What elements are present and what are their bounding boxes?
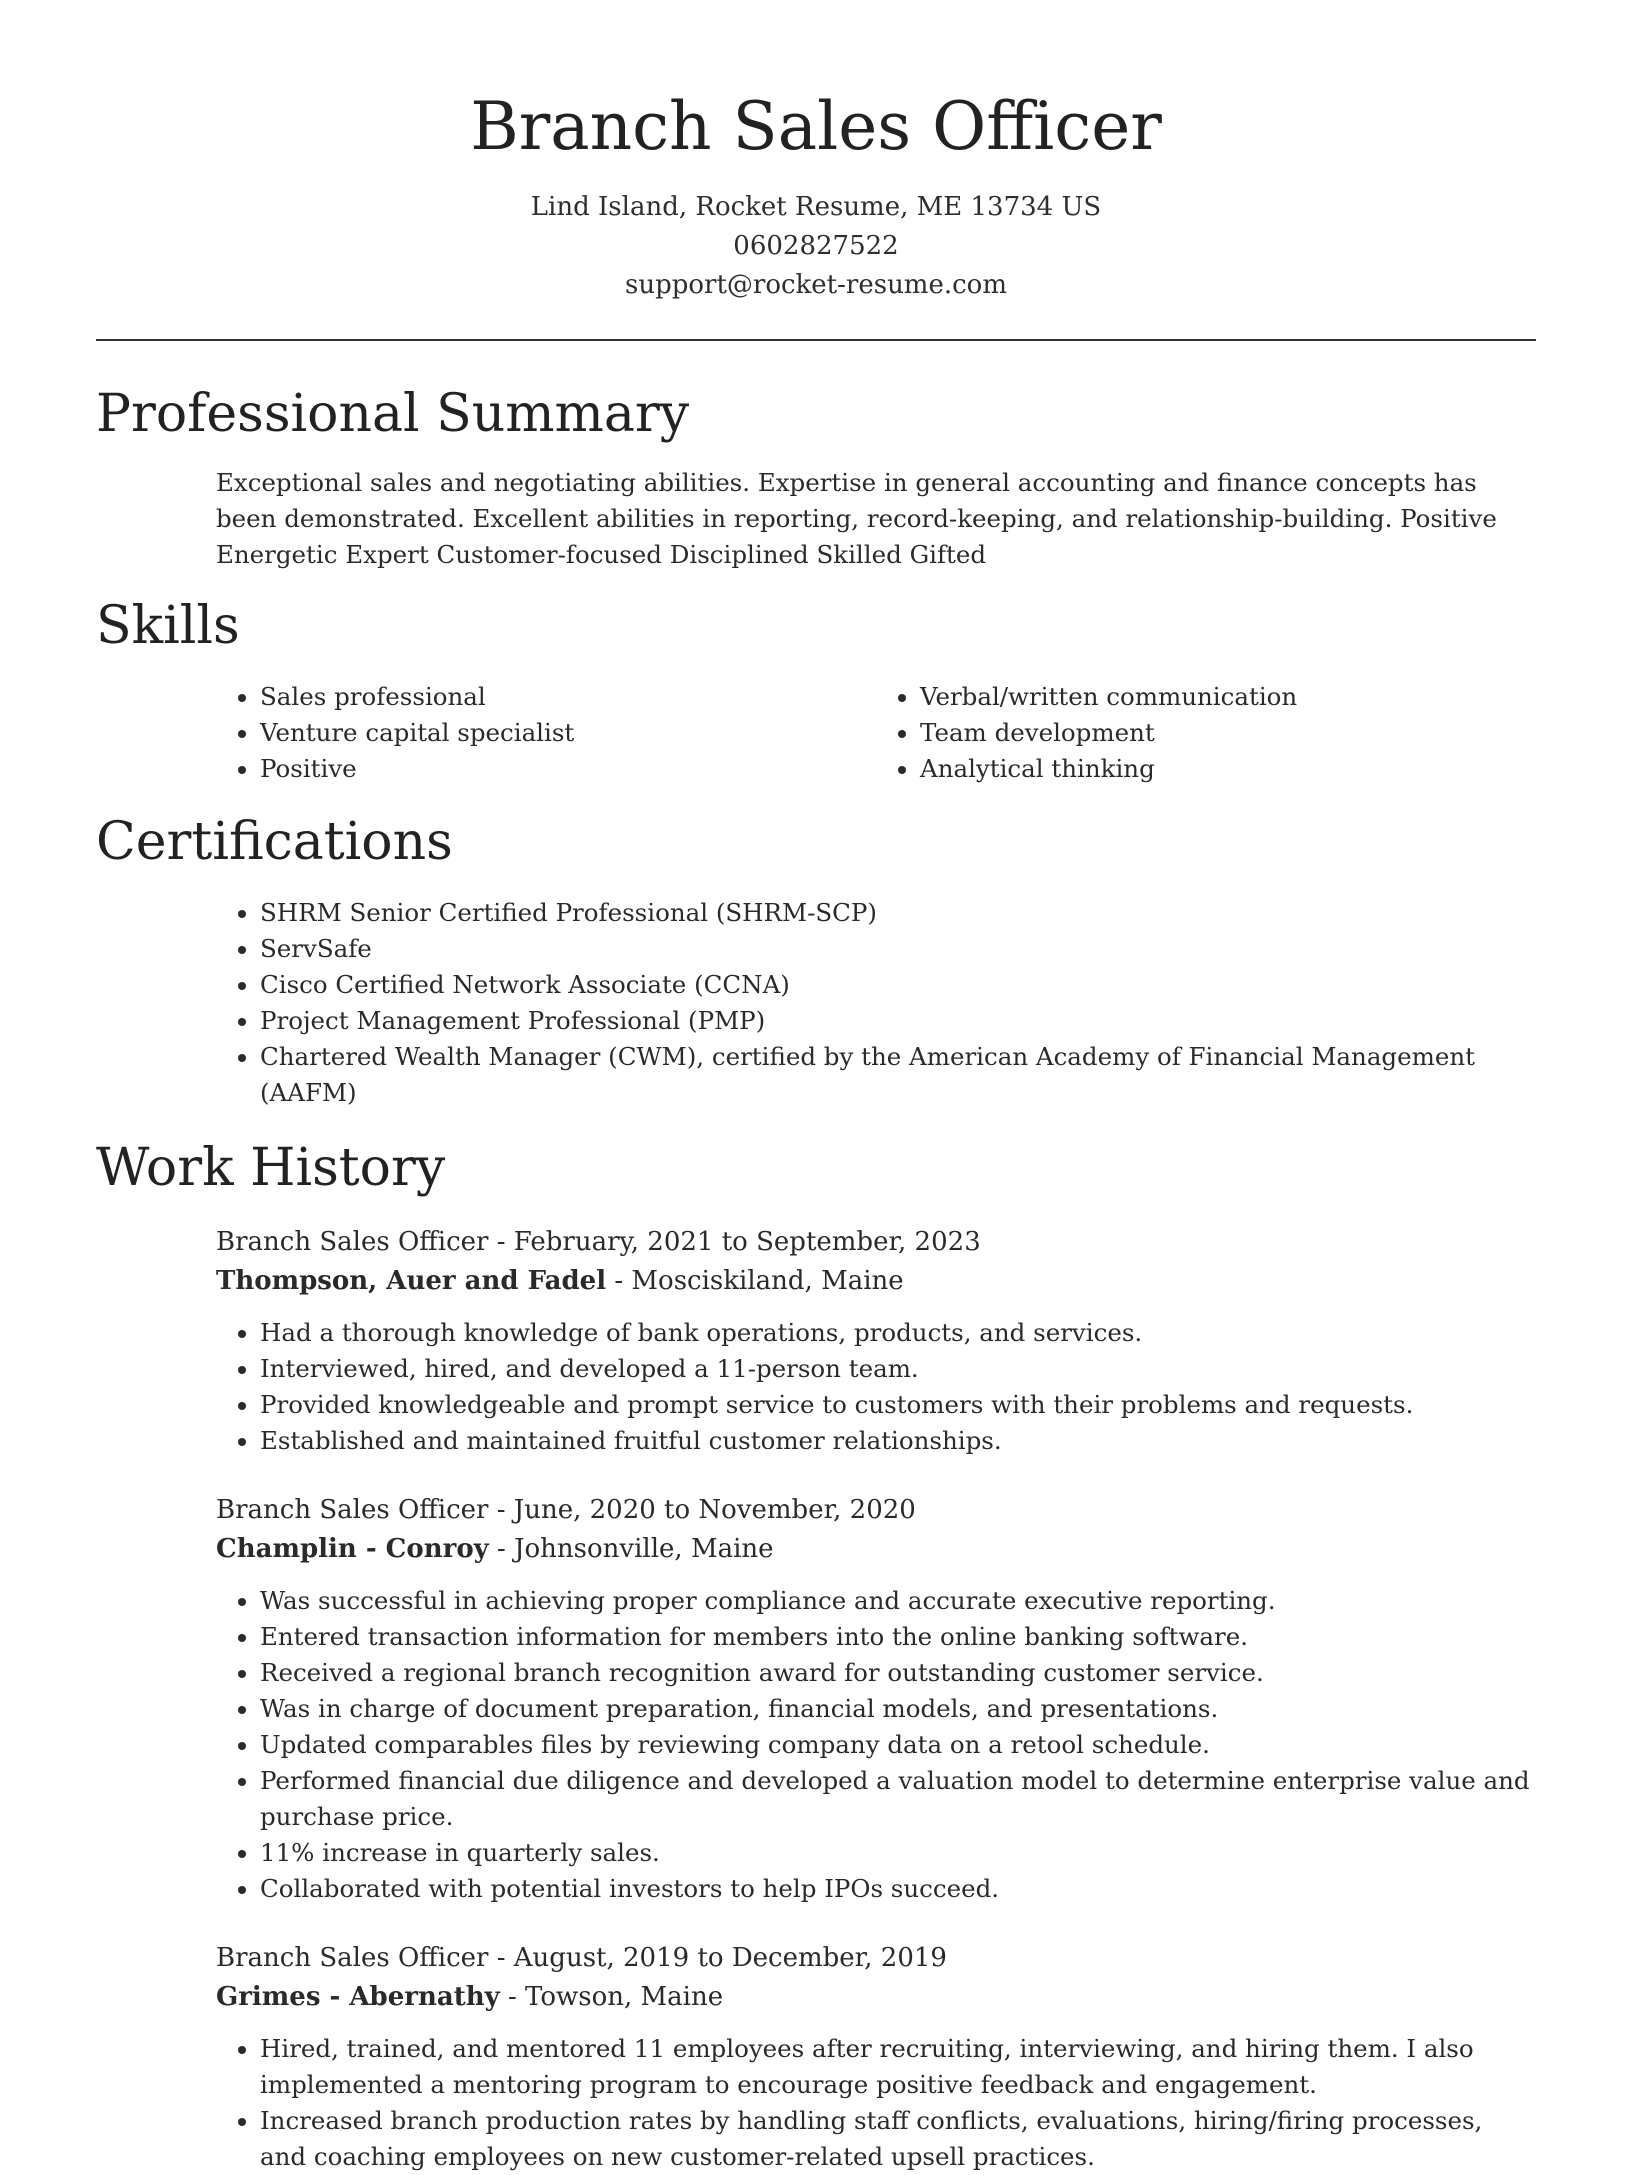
job-duty: • Was successful in achieving proper compliance and accurate executive reporting. bbox=[260, 1583, 1536, 1619]
job-duties-list bbox=[216, 2031, 1536, 2175]
skills-columns bbox=[216, 679, 1536, 787]
skill-item: • Sales professional bbox=[260, 679, 876, 715]
summary-text: Exceptional sales and negotiating abilities. Expertise in general accounting and finance concepts has been demonstrated. Excellent abilities in reporting, record-keeping, and relationship-building. Positive Energetic Expert Customer-focused Disciplined Skilled Gifted bbox=[216, 468, 1497, 569]
skills-heading: Skills bbox=[96, 596, 240, 656]
job-duty: • Was in charge of document preparation, financial models, and presentations. bbox=[260, 1691, 1536, 1727]
job-duty: • Received a regional branch recognition award for outstanding customer service. bbox=[260, 1655, 1536, 1691]
job-title-line bbox=[216, 1939, 1536, 1978]
certification-item: • Project Management Professional (PMP) bbox=[260, 1003, 1536, 1039]
job-duty: • Entered transaction information for members into the online banking software. bbox=[260, 1619, 1536, 1655]
resume-page bbox=[96, 0, 1536, 2175]
certification-item: • SHRM Senior Certified Professional (SHRM-SCP) bbox=[260, 895, 1536, 931]
job-title: Branch Sales Officer bbox=[216, 1227, 489, 1257]
job-dates: - February, 2021 to September, 2023 bbox=[488, 1227, 981, 1257]
skills-right-list bbox=[876, 679, 1536, 787]
job-entry bbox=[216, 1939, 1536, 2175]
skill-item: • Team development bbox=[920, 715, 1536, 751]
summary-heading: Professional Summary bbox=[96, 384, 690, 444]
certification-item: • Cisco Certified Network Associate (CCNA) bbox=[260, 967, 1536, 1003]
job-duty: • Established and maintained fruitful customer relationships. bbox=[260, 1423, 1536, 1459]
job-duty: • Hired, trained, and mentored 11 employees after recruiting, interviewing, and hiring them. I also implemented a mentoring program to encourage positive feedback and engagement. bbox=[260, 2031, 1536, 2103]
work-history-section bbox=[96, 1133, 1536, 2175]
job-duty: • Collaborated with potential investors to help IPOs succeed. bbox=[260, 1871, 1536, 1907]
job-entry bbox=[216, 1491, 1536, 1907]
job-company: Grimes - Abernathy bbox=[216, 1982, 500, 2012]
certification-item: • ServSafe bbox=[260, 931, 1536, 967]
job-duty: • Had a thorough knowledge of bank operations, products, and services. bbox=[260, 1315, 1536, 1351]
summary-section bbox=[96, 379, 1536, 573]
job-duty: • 11% increase in quarterly sales. bbox=[260, 1835, 1536, 1871]
job-location: - Mosciskiland, Maine bbox=[606, 1266, 904, 1296]
job-duties-list bbox=[216, 1583, 1536, 1907]
job-duty: • Updated comparables files by reviewing company data on a retool schedule. bbox=[260, 1727, 1536, 1763]
skill-item: • Verbal/written communication bbox=[920, 679, 1536, 715]
job-entry bbox=[216, 1223, 1536, 1459]
job-duty: • Increased branch production rates by handling staff conflicts, evaluations, hiring/firing processes, and coaching employees on new customer-related upsell practices. bbox=[260, 2103, 1536, 2175]
phone: 0602827522 bbox=[733, 231, 899, 261]
job-company-line bbox=[216, 1262, 1536, 1301]
skill-item: • Venture capital specialist bbox=[260, 715, 876, 751]
job-company: Champlin - Conroy bbox=[216, 1534, 489, 1564]
job-company: Thompson, Auer and Fadel bbox=[216, 1266, 607, 1296]
job-duties-list bbox=[216, 1315, 1536, 1459]
header-divider bbox=[96, 339, 1536, 341]
job-company-line bbox=[216, 1978, 1536, 2017]
skill-item: • Positive bbox=[260, 751, 876, 787]
job-duty: • Performed financial due diligence and developed a valuation model to determine enterprise value and purchase price. bbox=[260, 1763, 1536, 1835]
job-company-line bbox=[216, 1530, 1536, 1569]
certifications-section bbox=[96, 807, 1536, 1111]
candidate-title: Branch Sales Officer bbox=[470, 88, 1162, 165]
job-title-line bbox=[216, 1223, 1536, 1262]
job-duty: • Interviewed, hired, and developed a 11-person team. bbox=[260, 1351, 1536, 1387]
email: support@rocket-resume.com bbox=[624, 270, 1007, 300]
job-dates: - June, 2020 to November, 2020 bbox=[488, 1495, 916, 1525]
address: Lind Island, Rocket Resume, ME 13734 US bbox=[530, 192, 1102, 222]
job-dates: - August, 2019 to December, 2019 bbox=[488, 1943, 947, 1973]
resume-header bbox=[96, 0, 1536, 305]
job-duty: • Provided knowledgeable and prompt service to customers with their problems and requests. bbox=[260, 1387, 1536, 1423]
work-history-heading: Work History bbox=[96, 1138, 446, 1198]
certifications-heading: Certifications bbox=[96, 812, 453, 872]
skills-section bbox=[96, 591, 1536, 787]
skill-item: • Analytical thinking bbox=[920, 751, 1536, 787]
skills-left-list bbox=[216, 679, 876, 787]
certifications-list bbox=[216, 895, 1536, 1111]
job-title-line bbox=[216, 1491, 1536, 1530]
contact-block bbox=[96, 188, 1536, 305]
job-location: - Johnsonville, Maine bbox=[488, 1534, 774, 1564]
job-title: Branch Sales Officer bbox=[216, 1495, 489, 1525]
certification-item: • Chartered Wealth Manager (CWM), certified by the American Academy of Financial Management (AAFM) bbox=[260, 1039, 1536, 1111]
job-location: - Towson, Maine bbox=[499, 1982, 724, 2012]
job-title: Branch Sales Officer bbox=[216, 1943, 489, 1973]
